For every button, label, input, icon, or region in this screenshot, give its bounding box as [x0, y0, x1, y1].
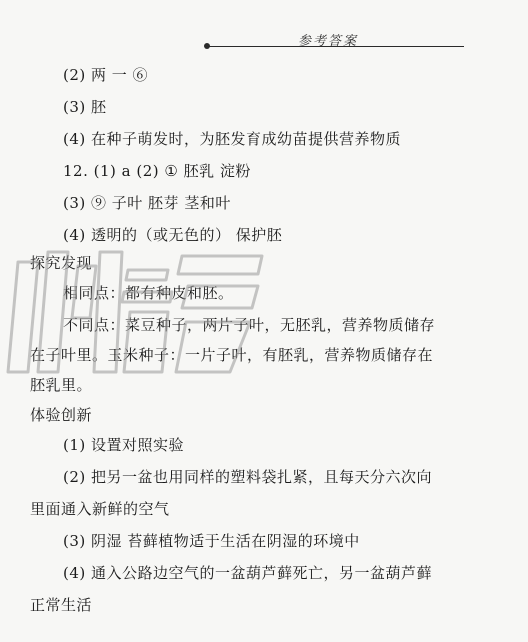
section-heading-innovation: 体验创新 [30, 406, 93, 424]
answer-line: 在子叶里。玉米种子：一片子叶，有胚乳，营养物质储存在 [30, 346, 434, 364]
answer-line: (3) 胚 [63, 98, 107, 116]
answer-line: (3) 阴湿 苔藓植物适于生活在阴湿的环境中 [63, 532, 360, 550]
answer-line: (2) 把另一盆也用同样的塑料袋扎紧，且每天分六次向 [63, 468, 433, 486]
answer-line: 里面通入新鲜的空气 [30, 500, 170, 518]
answer-line: (3) ⑨ 子叶 胚芽 茎和叶 [63, 194, 231, 212]
answer-line: (2) 两 一 ⑥ [63, 66, 149, 84]
answer-line: (4) 透明的（或无色的） 保护胚 [63, 226, 283, 244]
answer-line: 正常生活 [30, 596, 93, 614]
answer-line: 12. (1) a (2) ① 胚乳 淀粉 [63, 162, 251, 180]
page-header-title: 参考答案 [298, 34, 359, 49]
answer-line: 胚乳里。 [30, 376, 93, 394]
answer-line: (1) 设置对照实验 [63, 436, 185, 454]
section-heading-explore: 探究发现 [30, 254, 93, 272]
answer-line: (4) 在种子萌发时，为胚发育成幼苗提供营养物质 [63, 130, 402, 148]
answer-line: 相同点：都有种皮和胚。 [63, 284, 234, 302]
answer-line: 不同点：菜豆种子，两片子叶，无胚乳，营养物质储存 [63, 316, 436, 334]
answer-line: (4) 通入公路边空气的一盆葫芦藓死亡，另一盆葫芦藓 [63, 564, 433, 582]
